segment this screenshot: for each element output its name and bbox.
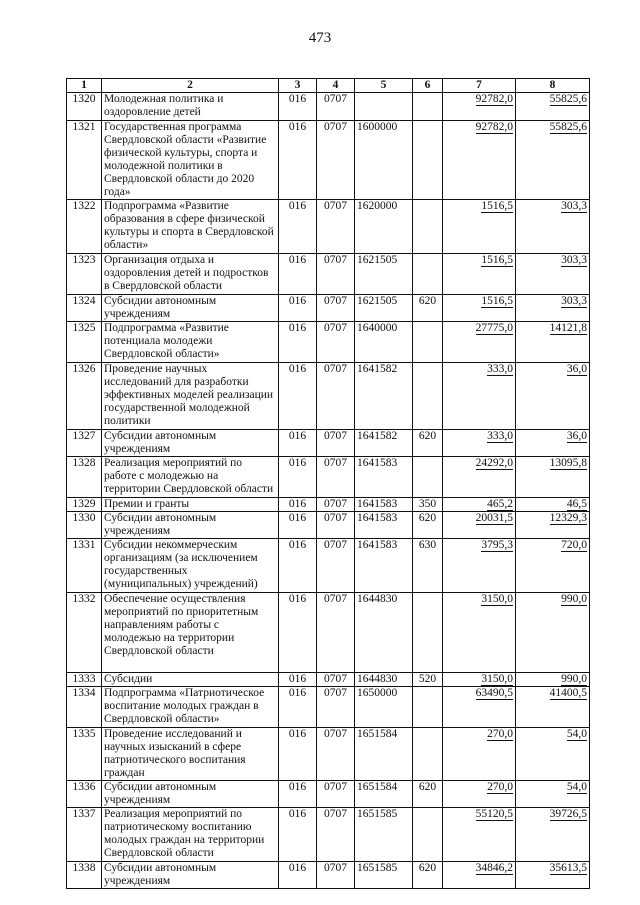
amount-2016-value: 990,0 [561,593,587,605]
column-header: 3 [279,79,317,93]
amount-2016 [516,363,590,430]
row-number: 1327 [67,430,102,457]
ministry-code: 016 [279,673,317,687]
amount-2015-value: 55120,5 [475,808,513,820]
row-description: Премии и гранты [102,498,279,512]
target-article-code: 1651584 [355,781,413,808]
table-row [67,93,590,121]
amount-2015 [443,295,516,322]
table-row [67,498,590,512]
ministry-code: 016 [279,93,317,121]
amount-2016 [516,512,590,539]
amount-2016-value: 990,0 [561,673,587,685]
ministry-code: 016 [279,512,317,539]
amount-2015-value: 333,0 [487,363,513,375]
row-number: 1334 [67,687,102,728]
section-code: 0707 [317,498,355,512]
amount-2015-value: 92782,0 [475,121,513,133]
amount-2015-value: 3795,3 [481,539,513,551]
ministry-code: 016 [279,295,317,322]
target-article-code: 1600000 [355,121,413,200]
target-article-code: 1641583 [355,539,413,593]
ministry-code: 016 [279,200,317,254]
amount-2015 [443,593,516,673]
amount-2015 [443,430,516,457]
expense-type-code [413,254,443,295]
amount-2015-value: 20031,5 [475,512,513,524]
table-row [67,512,590,539]
expense-type-code: 350 [413,498,443,512]
amount-2016-value: 303,3 [561,200,587,212]
expense-type-code: 620 [413,862,443,889]
row-number: 1321 [67,121,102,200]
amount-2016-value: 12329,3 [549,512,587,524]
row-description: Субсидии автономным учреждениям [102,512,279,539]
amount-2015 [443,363,516,430]
table-row [67,457,590,498]
amount-2015 [443,687,516,728]
section-code: 0707 [317,539,355,593]
section-code: 0707 [317,781,355,808]
amount-2015 [443,862,516,889]
table-body [67,93,590,889]
row-description: Субсидии автономным учреждениям [102,862,279,889]
amount-2016-value: 35613,5 [549,862,587,874]
amount-2016 [516,728,590,781]
amount-2015-value: 63490,5 [475,687,513,699]
row-number: 1336 [67,781,102,808]
expense-type-code: 620 [413,430,443,457]
ministry-code: 016 [279,322,317,363]
column-header: 1 [67,79,102,93]
amount-2016 [516,673,590,687]
expense-type-code [413,728,443,781]
column-header: 7 [443,79,516,93]
target-article-code: 1641583 [355,512,413,539]
amount-2016-value: 55825,6 [549,93,587,105]
ministry-code: 016 [279,457,317,498]
amount-2016 [516,781,590,808]
row-description: Подпрограмма «Патриотическое воспитание молодых граждан в Свердловской области» [102,687,279,728]
column-header: 8 [516,79,590,93]
amount-2016 [516,687,590,728]
amount-2015-value: 34846,2 [475,862,513,874]
amount-2015 [443,322,516,363]
amount-2016-value: 36,0 [566,430,587,442]
row-description: Субсидии некоммерческим организациям (за исключением государственных (муниципальных) учреждений) [102,539,279,593]
amount-2015 [443,254,516,295]
row-description: Субсидии автономным учреждениям [102,781,279,808]
amount-2015-value: 270,0 [487,728,513,740]
target-article-code: 1651585 [355,808,413,862]
section-code: 0707 [317,121,355,200]
section-code: 0707 [317,295,355,322]
amount-2015-value: 3150,0 [481,673,513,685]
expense-type-code [413,593,443,673]
row-number: 1323 [67,254,102,295]
amount-2015-value: 333,0 [487,430,513,442]
row-description: Субсидии автономным учреждениям [102,295,279,322]
section-code: 0707 [317,512,355,539]
amount-2015-value: 1516,5 [481,254,513,266]
amount-2015-value: 465,2 [487,498,513,510]
row-number: 1328 [67,457,102,498]
table-row [67,430,590,457]
section-code: 0707 [317,457,355,498]
table-row [67,254,590,295]
target-article-code: 1651584 [355,728,413,781]
amount-2016 [516,539,590,593]
amount-2016-value: 39726,5 [549,808,587,820]
amount-2015 [443,498,516,512]
target-article-code: 1640000 [355,322,413,363]
amount-2016 [516,808,590,862]
section-code: 0707 [317,93,355,121]
table-row [67,781,590,808]
page-number: 473 [308,30,332,46]
amount-2015-value: 1516,5 [481,200,513,212]
row-number: 1335 [67,728,102,781]
amount-2016-value: 303,3 [561,295,587,307]
amount-2016-value: 14121,8 [549,322,587,334]
row-description: Реализация мероприятий по работе с молодежью на территории Свердловской области [102,457,279,498]
table-row [67,862,590,889]
row-number: 1333 [67,673,102,687]
section-code: 0707 [317,363,355,430]
ministry-code: 016 [279,121,317,200]
table-row [67,121,590,200]
ministry-code: 016 [279,687,317,728]
section-code: 0707 [317,430,355,457]
amount-2015 [443,200,516,254]
row-description: Организация отдыха и оздоровления детей и подростков в Свердловской области [102,254,279,295]
target-article-code: 1620000 [355,200,413,254]
row-description: Подпрограмма «Развитие потенциала молодежи Свердловской области» [102,322,279,363]
table-row [67,539,590,593]
row-description: Субсидии автономным учреждениям [102,430,279,457]
row-description: Проведение исследований и научных изысканий в сфере патриотического воспитания граждан [102,728,279,781]
row-number: 1332 [67,593,102,673]
expense-type-code: 620 [413,512,443,539]
amount-2016-value: 41400,5 [549,687,587,699]
amount-2015-value: 270,0 [487,781,513,793]
amount-2016 [516,93,590,121]
ministry-code: 016 [279,728,317,781]
amount-2016-value: 720,0 [561,539,587,551]
amount-2015 [443,93,516,121]
amount-2016 [516,200,590,254]
amount-2016 [516,295,590,322]
section-code: 0707 [317,200,355,254]
amount-2016 [516,457,590,498]
expense-type-code [413,687,443,728]
expense-type-code: 630 [413,539,443,593]
amount-2016 [516,121,590,200]
amount-2015 [443,673,516,687]
ministry-code: 016 [279,254,317,295]
amount-2015-value: 1516,5 [481,295,513,307]
expense-type-code [413,93,443,121]
amount-2015 [443,539,516,593]
table-row [67,808,590,862]
row-number: 1320 [67,93,102,121]
expense-type-code [413,322,443,363]
target-article-code: 1651585 [355,862,413,889]
column-header: 6 [413,79,443,93]
amount-2015 [443,457,516,498]
amount-2015 [443,808,516,862]
amount-2016-value: 36,0 [566,363,587,375]
expense-type-code [413,457,443,498]
section-code: 0707 [317,808,355,862]
ministry-code: 016 [279,539,317,593]
row-number: 1331 [67,539,102,593]
table-row [67,687,590,728]
amount-2015-value: 27775,0 [475,322,513,334]
table-row [67,363,590,430]
row-description: Обеспечение осуществления мероприятий по приоритетным направлениям работы с молодежью на территории Свердловской области [102,593,279,673]
table-row [67,673,590,687]
amount-2016-value: 46,5 [566,498,587,510]
expense-type-code: 620 [413,295,443,322]
amount-2016 [516,593,590,673]
amount-2016 [516,862,590,889]
row-number: 1322 [67,200,102,254]
amount-2016 [516,322,590,363]
ministry-code: 016 [279,808,317,862]
column-header: 2 [102,79,279,93]
row-description: Субсидии [102,673,279,687]
row-number: 1330 [67,512,102,539]
table-row [67,593,590,673]
target-article-code: 1621505 [355,295,413,322]
amount-2016 [516,430,590,457]
expense-type-code [413,121,443,200]
table-row [67,322,590,363]
section-code: 0707 [317,862,355,889]
header-row [67,79,590,93]
target-article-code: 1641583 [355,498,413,512]
amount-2016-value: 54,0 [566,781,587,793]
amount-2016-value: 13095,8 [549,457,587,469]
section-code: 0707 [317,687,355,728]
section-code: 0707 [317,593,355,673]
column-header: 4 [317,79,355,93]
ministry-code: 016 [279,430,317,457]
target-article-code: 1621505 [355,254,413,295]
section-code: 0707 [317,322,355,363]
target-article-code: 1644830 [355,593,413,673]
section-code: 0707 [317,673,355,687]
amount-2015 [443,512,516,539]
expense-type-code: 620 [413,781,443,808]
expense-type-code [413,200,443,254]
table-row [67,200,590,254]
target-article-code: 1641582 [355,363,413,430]
table-row [67,728,590,781]
expense-type-code [413,808,443,862]
amount-2015 [443,728,516,781]
row-number: 1329 [67,498,102,512]
amount-2015 [443,121,516,200]
amount-2015-value: 24292,0 [475,457,513,469]
amount-2016-value: 303,3 [561,254,587,266]
target-article-code [355,93,413,121]
row-description: Реализация мероприятий по патриотическому воспитанию молодых граждан на территории Свердловской области [102,808,279,862]
column-header: 5 [355,79,413,93]
ministry-code: 016 [279,498,317,512]
amount-2015 [443,781,516,808]
expense-type-code [413,363,443,430]
section-code: 0707 [317,728,355,781]
amount-2015-value: 3150,0 [481,593,513,605]
row-number: 1325 [67,322,102,363]
table-row [67,295,590,322]
ministry-code: 016 [279,363,317,430]
expense-type-code: 520 [413,673,443,687]
ministry-code: 016 [279,781,317,808]
budget-table [66,78,590,889]
amount-2016 [516,498,590,512]
target-article-code: 1641583 [355,457,413,498]
ministry-code: 016 [279,593,317,673]
row-description: Государственная программа Свердловской области «Развитие физической культуры, спорта и молодежной политики в Свердловской области до 2020 года» [102,121,279,200]
row-number: 1324 [67,295,102,322]
row-number: 1337 [67,808,102,862]
row-number: 1326 [67,363,102,430]
row-description: Проведение научных исследований для разработки эффективных моделей реализации государственной молодежной политики [102,363,279,430]
target-article-code: 1644830 [355,673,413,687]
amount-2016 [516,254,590,295]
target-article-code: 1641582 [355,430,413,457]
amount-2016-value: 55825,6 [549,121,587,133]
amount-2016-value: 54,0 [566,728,587,740]
row-description: Молодежная политика и оздоровление детей [102,93,279,121]
ministry-code: 016 [279,862,317,889]
row-number: 1338 [67,862,102,889]
row-description: Подпрограмма «Развитие образования в сфере физической культуры и спорта в Свердловской области» [102,200,279,254]
amount-2015-value: 92782,0 [475,93,513,105]
section-code: 0707 [317,254,355,295]
target-article-code: 1650000 [355,687,413,728]
